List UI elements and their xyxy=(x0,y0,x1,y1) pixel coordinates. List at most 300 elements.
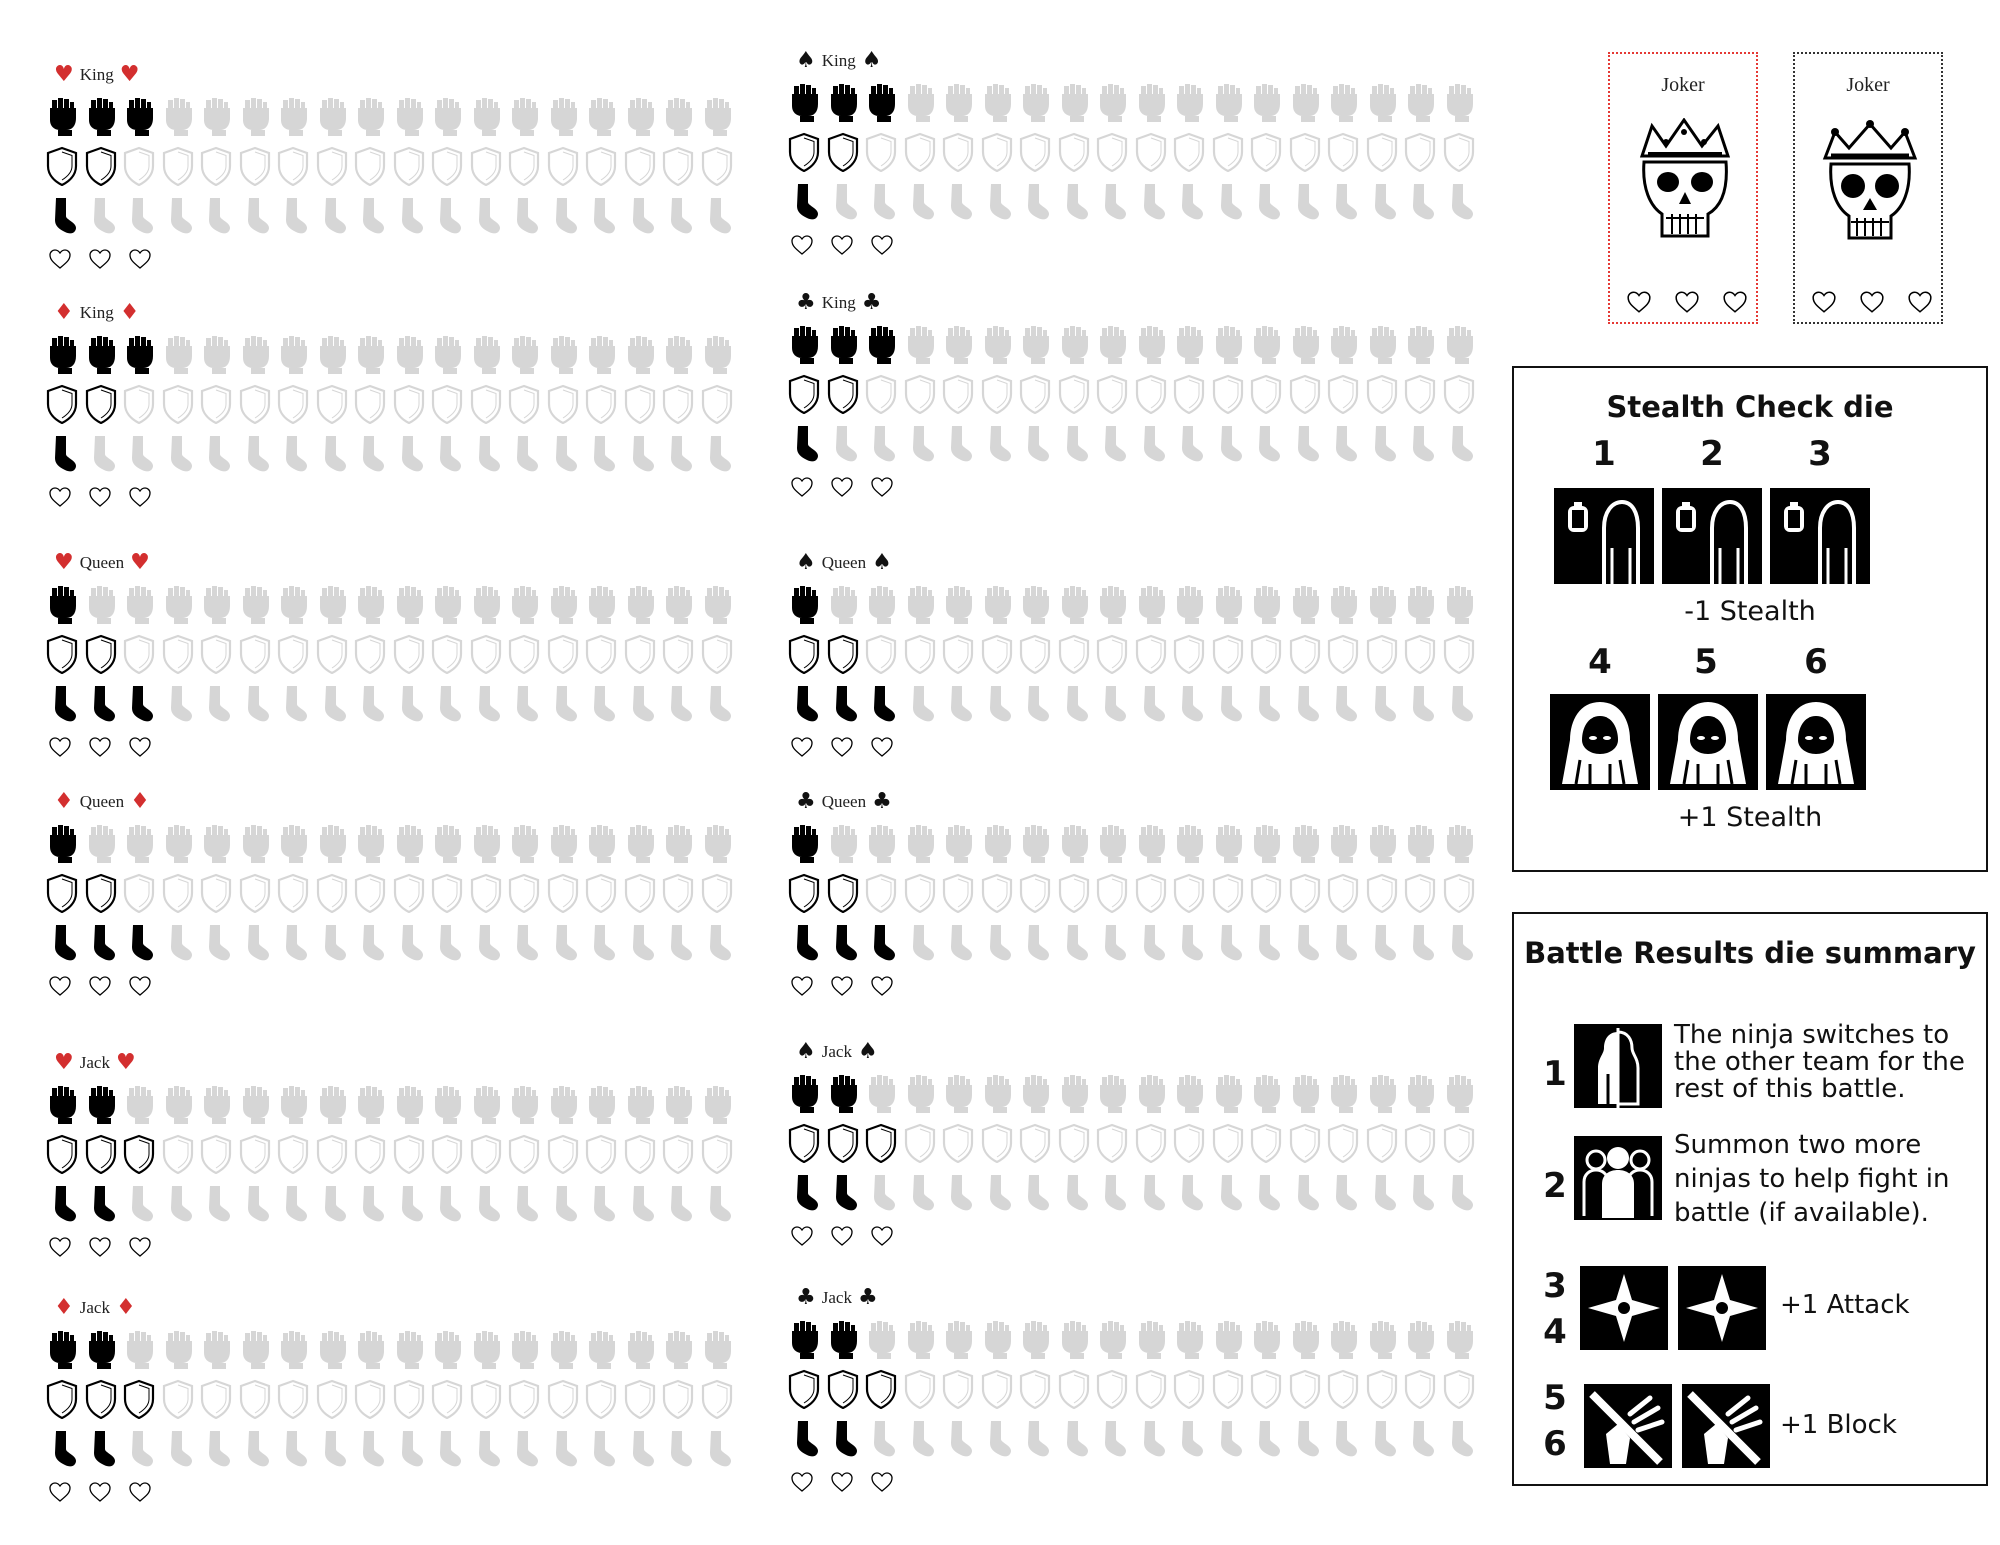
heart-outline-icon xyxy=(830,234,854,256)
heart-outline-icon xyxy=(870,736,894,758)
fist-icon xyxy=(786,82,822,122)
heart-outline-icon xyxy=(1626,290,1652,314)
sock-icon-empty xyxy=(1248,1173,1284,1213)
sock-icon xyxy=(44,923,80,963)
fist-icon-empty xyxy=(275,584,311,624)
sock-icon xyxy=(786,1173,822,1213)
sock-icon-empty xyxy=(121,434,157,474)
sock-icon-empty xyxy=(1094,1173,1130,1213)
shield-icon-empty xyxy=(863,132,899,172)
sock-icon-empty xyxy=(583,684,619,724)
fist-icon xyxy=(786,1073,822,1113)
spades-suit-icon: ♠ xyxy=(796,550,816,575)
shield-icon-empty xyxy=(391,873,427,913)
sock-icon-empty xyxy=(1441,424,1477,464)
heart-outline-icon xyxy=(830,975,854,997)
fist-icon-empty xyxy=(825,823,861,863)
shield-icon-empty xyxy=(699,1134,735,1174)
fist-icon xyxy=(825,82,861,122)
fist-icon-empty xyxy=(1287,823,1323,863)
shield-icon-empty xyxy=(1094,132,1130,172)
heart-outline-icon xyxy=(48,486,72,508)
sock-icon xyxy=(825,1419,861,1459)
card-title xyxy=(54,60,139,90)
shield-icon xyxy=(825,634,861,674)
fist-icon-empty xyxy=(902,584,938,624)
sock-icon-empty xyxy=(468,1429,504,1469)
fist-icon-empty xyxy=(429,823,465,863)
fist-icon-empty xyxy=(429,584,465,624)
sock-icon-empty xyxy=(622,923,658,963)
shield-icon-empty xyxy=(1171,132,1207,172)
heart-outline-icon xyxy=(790,736,814,758)
sock-icon-empty xyxy=(1210,182,1246,222)
sock-icon-empty xyxy=(1210,1419,1246,1459)
heart-outline-icon xyxy=(48,248,72,270)
fist-icon-empty xyxy=(237,1329,273,1369)
fist-icon-empty xyxy=(1094,324,1130,364)
sock-icon-empty xyxy=(1287,684,1323,724)
sock-icon-empty xyxy=(940,424,976,464)
shield-icon-empty xyxy=(1171,374,1207,414)
sock-icon-empty xyxy=(198,434,234,474)
block-bonus-label: +1 Block xyxy=(1780,1410,1897,1440)
sock-icon-empty xyxy=(198,923,234,963)
sock-icon-empty xyxy=(1325,923,1361,963)
shield-icon-empty xyxy=(622,1379,658,1419)
shield-icon-empty xyxy=(1325,873,1361,913)
sock-icon-empty xyxy=(660,684,696,724)
sock-icon xyxy=(825,684,861,724)
fist-icon-empty xyxy=(979,584,1015,624)
die-face-number: 1 xyxy=(1592,434,1616,474)
shield-icon-empty xyxy=(314,384,350,424)
fist-icon-empty xyxy=(902,1319,938,1359)
card-title xyxy=(54,787,150,817)
fist-icon xyxy=(44,334,80,374)
sock-icon xyxy=(121,684,157,724)
fist-icon xyxy=(863,82,899,122)
shield-icon-empty xyxy=(1325,634,1361,674)
fist-icon xyxy=(825,1319,861,1359)
shield-icon-empty xyxy=(1441,132,1477,172)
fist-icon-empty xyxy=(660,823,696,863)
shield-icon xyxy=(83,146,119,186)
sock-icon-empty xyxy=(1171,1419,1207,1459)
fist-icon-empty xyxy=(1441,324,1477,364)
sock-icon-empty xyxy=(1210,684,1246,724)
shield-icon-empty xyxy=(979,1369,1015,1409)
sock-icon-empty xyxy=(1325,424,1361,464)
shield-icon-empty xyxy=(1056,1123,1092,1163)
fist-icon-empty xyxy=(1056,1073,1092,1113)
die-face-number: 2 xyxy=(1700,434,1724,474)
fist-icon-empty xyxy=(1017,823,1053,863)
fist-icon-empty xyxy=(622,96,658,136)
shield-icon xyxy=(825,132,861,172)
fist-icon-empty xyxy=(940,1319,976,1359)
sock-icon-empty xyxy=(660,1429,696,1469)
shield-icon xyxy=(825,1369,861,1409)
shield-icon-empty xyxy=(583,634,619,674)
sock-icon-empty xyxy=(940,684,976,724)
sock-icon-empty xyxy=(1287,424,1323,464)
fist-icon-empty xyxy=(1017,1073,1053,1113)
card-rank: King xyxy=(79,303,114,322)
crowned-skull-icon xyxy=(1813,118,1927,248)
sock-icon xyxy=(786,424,822,464)
sock-icon-empty xyxy=(468,923,504,963)
shield-icon-empty xyxy=(1017,1123,1053,1163)
character-card-queen-hearts xyxy=(44,548,764,748)
fist-icon-empty xyxy=(1248,324,1284,364)
shield-icon-empty xyxy=(863,374,899,414)
shield-icon-empty xyxy=(314,873,350,913)
sock-icon-empty xyxy=(622,434,658,474)
fist-icon-empty xyxy=(1171,324,1207,364)
fist-icon-empty xyxy=(121,584,157,624)
shield-icon-empty xyxy=(237,146,273,186)
sock-icon-empty xyxy=(1056,182,1092,222)
shield-icon-empty xyxy=(979,132,1015,172)
sock-icon-empty xyxy=(429,196,465,236)
shield-icon-empty xyxy=(352,146,388,186)
sock-icon-empty xyxy=(506,923,542,963)
fist-icon-empty xyxy=(391,823,427,863)
fist-icon-empty xyxy=(314,1084,350,1124)
fist-icon-empty xyxy=(1364,823,1400,863)
die-face-number: 3 xyxy=(1808,434,1832,474)
sock-icon-empty xyxy=(583,1429,619,1469)
sock-icon-empty xyxy=(1017,923,1053,963)
joker-title: Joker xyxy=(1846,74,1890,96)
sock-icon-empty xyxy=(1287,182,1323,222)
sock-icon-empty xyxy=(237,1184,273,1224)
heart-outline-icon xyxy=(830,476,854,498)
shield-icon-empty xyxy=(237,634,273,674)
sock-icon-empty xyxy=(1133,1419,1169,1459)
fist-icon-empty xyxy=(237,334,273,374)
shield-icon xyxy=(44,1379,80,1419)
fist-icon xyxy=(863,324,899,364)
shield-icon-empty xyxy=(1056,374,1092,414)
shield-icon-empty xyxy=(902,132,938,172)
heart-outline-icon xyxy=(870,476,894,498)
fist-icon-empty xyxy=(352,334,388,374)
fist-icon-empty xyxy=(863,1073,899,1113)
sock-icon-empty xyxy=(545,1429,581,1469)
shield-icon-empty xyxy=(545,873,581,913)
hearts-suit-icon: ♥ xyxy=(54,62,74,87)
fist-icon-empty xyxy=(622,584,658,624)
hearts-suit-icon: ♥ xyxy=(130,550,150,575)
sock-icon-empty xyxy=(160,196,196,236)
sock-icon-empty xyxy=(1171,1173,1207,1213)
battle-face-number: 3 xyxy=(1543,1266,1567,1306)
sock-icon-empty xyxy=(902,182,938,222)
shield-icon-empty xyxy=(198,384,234,424)
heart-outline-icon xyxy=(790,234,814,256)
shield-icon-empty xyxy=(468,146,504,186)
sock-icon-empty xyxy=(1248,424,1284,464)
character-card-jack-clubs xyxy=(786,1283,1506,1483)
fist-icon-empty xyxy=(1325,1319,1361,1359)
sock-icon-empty xyxy=(1248,182,1284,222)
sock-icon-empty xyxy=(699,923,735,963)
shield-icon-empty xyxy=(391,146,427,186)
shield-icon-empty xyxy=(1364,374,1400,414)
sock-icon-empty xyxy=(1441,923,1477,963)
sock-icon-empty xyxy=(1133,923,1169,963)
diamonds-suit-icon: ♦ xyxy=(115,1295,136,1320)
shield-icon-empty xyxy=(506,634,542,674)
heart-outline-icon xyxy=(128,975,152,997)
sock-icon-empty xyxy=(1287,923,1323,963)
fist-icon-empty xyxy=(83,584,119,624)
shield-icon-empty xyxy=(506,1134,542,1174)
fist-icon-empty xyxy=(1017,324,1053,364)
shield-icon-empty xyxy=(1133,132,1169,172)
shield-icon-empty xyxy=(660,146,696,186)
sock-icon-empty xyxy=(1056,923,1092,963)
shield-icon-empty xyxy=(699,146,735,186)
fist-icon-empty xyxy=(1171,823,1207,863)
fist-icon-empty xyxy=(429,96,465,136)
shield-icon-empty xyxy=(1133,374,1169,414)
shield-icon-empty xyxy=(1402,1123,1438,1163)
text-line: ninjas to help fight in xyxy=(1674,1164,1950,1194)
fist-icon-empty xyxy=(1056,324,1092,364)
shield-icon-empty xyxy=(940,1123,976,1163)
shield-icon-empty xyxy=(699,1379,735,1419)
card-title xyxy=(796,288,881,318)
sock-icon-empty xyxy=(622,1429,658,1469)
shield-icon-empty xyxy=(583,146,619,186)
sock-icon-empty xyxy=(660,434,696,474)
fist-icon-empty xyxy=(1248,1319,1284,1359)
sock-icon-empty xyxy=(275,434,311,474)
fist-icon-empty xyxy=(660,96,696,136)
heart-outline-icon xyxy=(790,1225,814,1247)
fist-icon-empty xyxy=(160,823,196,863)
shield-icon-empty xyxy=(352,634,388,674)
heart-outline-icon xyxy=(48,1236,72,1258)
sock-icon-empty xyxy=(583,923,619,963)
fist-icon-empty xyxy=(1364,1073,1400,1113)
shield-icon xyxy=(863,1123,899,1163)
fist-icon-empty xyxy=(121,1329,157,1369)
character-card-queen-diamonds xyxy=(44,787,764,987)
sock-icon-empty xyxy=(979,424,1015,464)
shield-icon-empty xyxy=(902,1369,938,1409)
sock-icon-empty xyxy=(1056,1419,1092,1459)
fist-icon-empty xyxy=(1056,1319,1092,1359)
fist-icon-empty xyxy=(583,1084,619,1124)
shield-icon-empty xyxy=(1133,873,1169,913)
shield-icon xyxy=(44,1134,80,1174)
clubs-suit-icon: ♣ xyxy=(796,1285,816,1310)
heart-outline-icon xyxy=(870,975,894,997)
fist-icon-empty xyxy=(1171,1319,1207,1359)
fist-icon-empty xyxy=(1441,1073,1477,1113)
fist-icon-empty xyxy=(902,823,938,863)
shield-icon-empty xyxy=(429,1134,465,1174)
shield-icon-empty xyxy=(429,873,465,913)
fist-icon-empty xyxy=(1441,1319,1477,1359)
shield-icon-empty xyxy=(1210,374,1246,414)
character-card-jack-hearts xyxy=(44,1048,764,1248)
fist-icon-empty xyxy=(1402,82,1438,122)
shield-icon-empty xyxy=(1094,634,1130,674)
sock-icon-empty xyxy=(902,923,938,963)
shield-icon-empty xyxy=(979,1123,1015,1163)
character-card-jack-diamonds xyxy=(44,1293,764,1493)
card-rank: Queen xyxy=(79,792,125,811)
sock-icon-empty xyxy=(699,434,735,474)
fist-icon-empty xyxy=(198,584,234,624)
character-card-king-diamonds xyxy=(44,298,764,498)
character-card-queen-clubs xyxy=(786,787,1506,987)
sock-icon-empty xyxy=(1402,424,1438,464)
shield-icon-empty xyxy=(1056,1369,1092,1409)
shield-icon-empty xyxy=(314,634,350,674)
diamonds-suit-icon: ♦ xyxy=(54,1295,74,1320)
sock-icon-empty xyxy=(940,182,976,222)
battle-face-number: 2 xyxy=(1543,1166,1567,1206)
shield-icon-empty xyxy=(1248,1369,1284,1409)
sock-icon-empty xyxy=(237,434,273,474)
shield-icon-empty xyxy=(545,146,581,186)
shield-icon xyxy=(44,384,80,424)
shield-icon-empty xyxy=(198,634,234,674)
heart-outline-icon xyxy=(128,736,152,758)
sock-icon-empty xyxy=(1364,424,1400,464)
sock-icon xyxy=(786,182,822,222)
sock-icon-empty xyxy=(391,434,427,474)
fist-icon-empty xyxy=(352,1084,388,1124)
sock-icon-empty xyxy=(1210,1173,1246,1213)
shield-icon-empty xyxy=(902,374,938,414)
text-line: battle (if available). xyxy=(1674,1198,1929,1228)
fist-icon-empty xyxy=(506,1084,542,1124)
sock-icon-empty xyxy=(160,1184,196,1224)
card-rank: Queen xyxy=(821,553,867,572)
sock-icon-empty xyxy=(902,1173,938,1213)
sock-icon-empty xyxy=(275,196,311,236)
fist-icon-empty xyxy=(429,1084,465,1124)
card-rank: Queen xyxy=(79,553,125,572)
shield-icon-empty xyxy=(545,384,581,424)
stealth-check-panel xyxy=(1512,366,1988,872)
sock-icon-empty xyxy=(1248,1419,1284,1459)
fist-icon-empty xyxy=(940,82,976,122)
sock-icon-empty xyxy=(429,923,465,963)
fist-icon-empty xyxy=(1287,1319,1323,1359)
sock-icon-empty xyxy=(1402,923,1438,963)
sock-icon-empty xyxy=(1364,182,1400,222)
shield-icon-empty xyxy=(902,634,938,674)
sock-icon-empty xyxy=(391,684,427,724)
shield-icon-empty xyxy=(660,1379,696,1419)
shield-icon xyxy=(83,634,119,674)
battle-result-1-text xyxy=(1674,1022,1965,1103)
lantern-ninja-icon xyxy=(1554,488,1654,584)
sock-icon-empty xyxy=(1094,1419,1130,1459)
sock-icon-empty xyxy=(160,1429,196,1469)
fist-icon-empty xyxy=(1210,1319,1246,1359)
fist-icon-empty xyxy=(940,584,976,624)
sock-icon-empty xyxy=(198,684,234,724)
shield-icon-empty xyxy=(545,1134,581,1174)
heart-outline-icon xyxy=(870,234,894,256)
sock-icon-empty xyxy=(352,684,388,724)
heart-outline-icon xyxy=(1674,290,1700,314)
character-card-jack-spades xyxy=(786,1037,1506,1237)
fist-icon-empty xyxy=(1133,324,1169,364)
shield-icon-empty xyxy=(1441,374,1477,414)
fist-icon xyxy=(44,584,80,624)
fist-icon-empty xyxy=(1094,584,1130,624)
sock-icon-empty xyxy=(545,923,581,963)
sock-icon-empty xyxy=(429,684,465,724)
sock-icon-empty xyxy=(699,196,735,236)
shield-icon-empty xyxy=(1171,873,1207,913)
sock-icon-empty xyxy=(1133,424,1169,464)
sock-icon xyxy=(83,1184,119,1224)
shield-icon-empty xyxy=(1287,132,1323,172)
shield-icon-empty xyxy=(940,1369,976,1409)
card-title xyxy=(54,298,139,328)
shield-icon-empty xyxy=(622,634,658,674)
shield-icon-empty xyxy=(391,384,427,424)
sock-icon-empty xyxy=(352,434,388,474)
sock-icon-empty xyxy=(1017,1419,1053,1459)
fist-icon-empty xyxy=(352,823,388,863)
shield-icon-empty xyxy=(352,873,388,913)
heart-outline-icon xyxy=(88,1481,112,1503)
battle-results-panel xyxy=(1512,912,1988,1486)
fist-icon-empty xyxy=(506,584,542,624)
sock-icon-empty xyxy=(863,182,899,222)
shield-icon-empty xyxy=(1248,873,1284,913)
sock-icon-empty xyxy=(1210,424,1246,464)
fist-icon-empty xyxy=(1210,324,1246,364)
shield-icon-empty xyxy=(391,634,427,674)
heart-outline-icon xyxy=(830,736,854,758)
fist-icon-empty xyxy=(237,1084,273,1124)
sock-icon-empty xyxy=(275,1184,311,1224)
fist-icon-empty xyxy=(1133,1073,1169,1113)
clubs-suit-icon: ♣ xyxy=(872,789,892,814)
shield-icon-empty xyxy=(275,873,311,913)
fist-icon-empty xyxy=(1325,324,1361,364)
fist-icon-empty xyxy=(940,823,976,863)
spades-suit-icon: ♠ xyxy=(796,48,816,73)
shield-icon-empty xyxy=(583,1134,619,1174)
shield-icon xyxy=(786,1369,822,1409)
shield-icon-empty xyxy=(1210,1123,1246,1163)
fist-icon-empty xyxy=(863,1319,899,1359)
fist-icon-empty xyxy=(468,1329,504,1369)
fist-icon xyxy=(83,1084,119,1124)
shield-icon-empty xyxy=(391,1134,427,1174)
fist-icon-empty xyxy=(863,823,899,863)
shield-icon-empty xyxy=(314,1134,350,1174)
blocking-hand-icon xyxy=(1584,1384,1672,1468)
sock-icon-empty xyxy=(1402,182,1438,222)
shield-icon-empty xyxy=(1133,1369,1169,1409)
fist-icon-empty xyxy=(979,324,1015,364)
